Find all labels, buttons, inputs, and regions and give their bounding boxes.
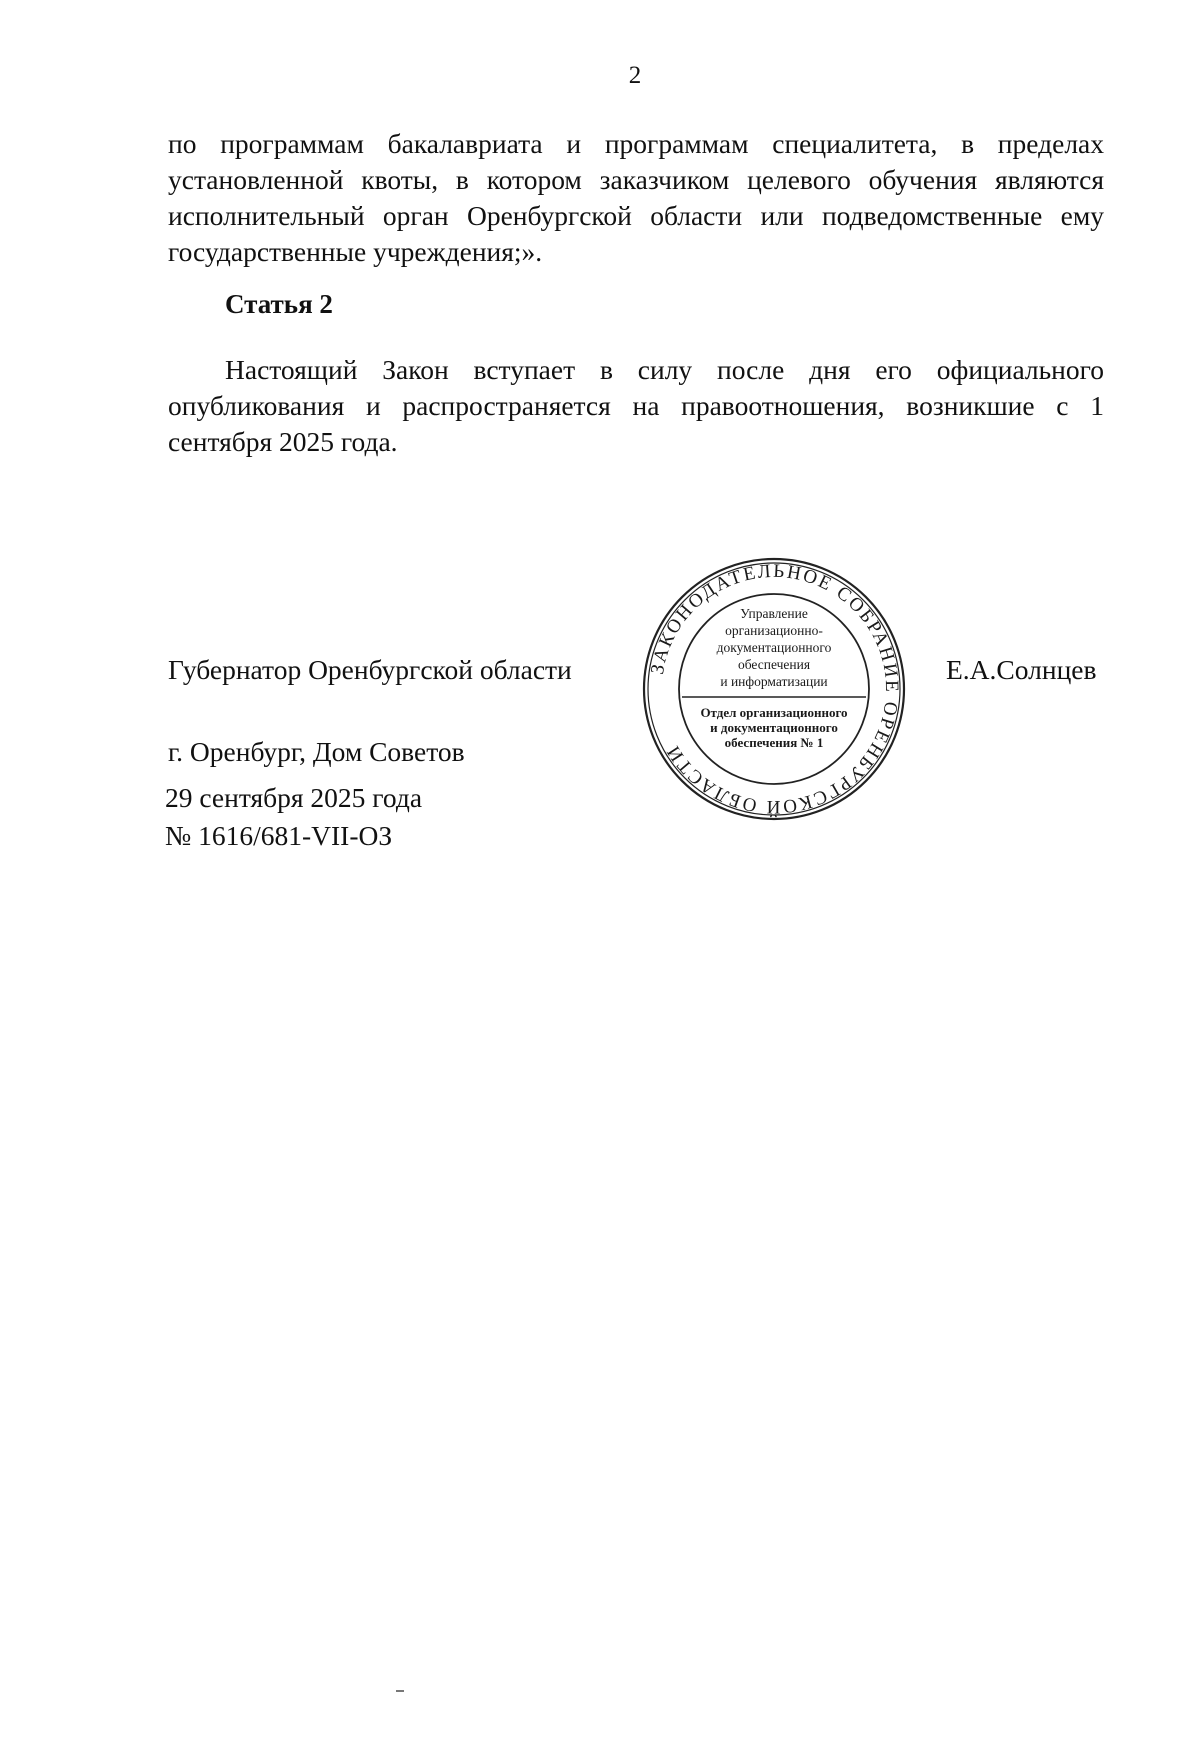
article-heading: Статья 2 (225, 289, 333, 319)
svg-text:и документационного: и документационного (710, 720, 838, 735)
governor-title: Губернатор Оренбургской области (168, 654, 572, 685)
signing-date: 29 сентября 2025 года (165, 782, 423, 813)
signing-place: г. Оренбург, Дом Советов (168, 736, 465, 767)
official-seal (640, 555, 908, 823)
governor-name: Е.А.Солнцев (946, 654, 1097, 685)
law-number: № 1616/681-VII-ОЗ (165, 820, 393, 851)
svg-text:обеспечения № 1: обеспечения № 1 (724, 735, 824, 750)
seal-inner-lower-text (700, 705, 847, 750)
article-2-paragraph: Настоящий Закон вступает в силу после дня его официального опубликования и распространяется на правоотношения, возникшие с 1 сентября 2025 года. (168, 354, 1104, 457)
seal-inner-upper-text (717, 606, 832, 689)
scan-mark (396, 1690, 404, 1692)
svg-text:обеспечения: обеспечения (737, 657, 811, 672)
continuation-paragraph: по программам бакалавриата и программам специалитета, в пределах установленной квоты, в котором заказчиком целевого обучения являются исполнительный орган Оренбургской области или подведомственные ему государственные учреждения;». (168, 128, 1104, 267)
seal-outer-ring-text: ЗАКОНОДАТЕЛЬНОЕ СОБРАНИЕ ОРЕНБУРГСКОЙ ОБЛАСТИ (646, 560, 903, 818)
svg-text:и информатизации: и информатизации (720, 674, 828, 689)
page-number: 2 (628, 62, 642, 89)
svg-text:документационного: документационного (716, 640, 832, 655)
svg-text:Управление: Управление (740, 606, 808, 621)
svg-text:организационно-: организационно- (725, 623, 823, 638)
seal-graphic (640, 555, 908, 823)
svg-text:Отдел организационного: Отдел организационного (700, 705, 848, 720)
